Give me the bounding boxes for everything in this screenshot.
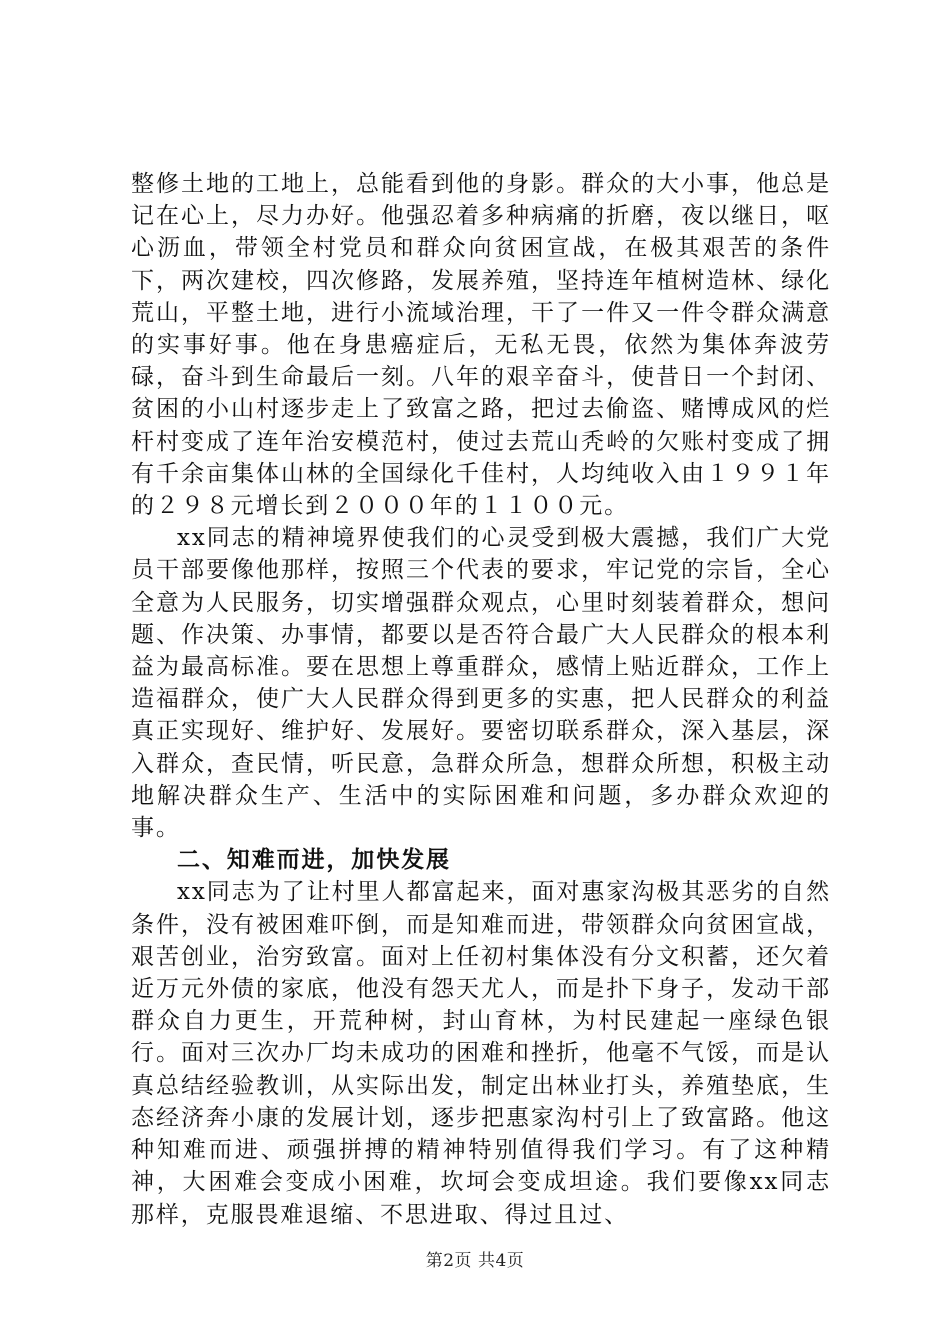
document-body bbox=[131, 168, 831, 1231]
paragraph-overcome-difficulty: xx同志为了让村里人都富起来，面对惠家沟极其恶劣的自然条件，没有被困难吓倒，而是知难而进，带领群众向贫困宣战，艰苦创业，治穷致富。面对上任初村集体没有分文积蓄，还欠着近万元外债的家底，他没有怨天尤人，而是扑下身子，发动干部群众自力更生，开荒种树，封山育林，为村民建起一座绿色银行。面对三次办厂均未成功的困难和挫折，他毫不气馁，而是认真总结经验教训，从实际出发，制定出林业打头，养殖垫底，生态经济奔小康的发展计划，逐步把惠家沟村引上了致富路。他这种知难而进、顽强拼搏的精神特别值得我们学习。有了这种精神，大困难会变成小困难，坎坷会变成坦途。我们要像xx同志那样，克服畏难退缩、不思进取、得过且过、 bbox=[131, 879, 831, 1228]
section-heading: 二、知难而进，加快发展 bbox=[177, 846, 451, 874]
paragraph-party-cadres: xx同志的精神境界使我们的心灵受到极大震撼，我们广大党员干部要像他那样，按照三个代表的要求，牢记党的宗旨，全心全意为人民服务，切实增强群众观点，心里时刻装着群众，想问题、作决策、办事情，都要以是否符合最广大人民群众的根本利益为最高标准。要在思想上尊重群众，感情上贴近群众，工作上造福群众，使广大人民群众得到更多的实惠，把人民群众的利益真正实现好、维护好、发展好。要密切联系群众，深入基层，深入群众，查民情，听民意，急群众所急，想群众所想，积极主动地解决群众生产、生活中的实际困难和问题，多办群众欢迎的事。 bbox=[131, 525, 831, 842]
paragraph-continuation: 整修土地的工地上，总能看到他的身影。群众的大小事，他总是记在心上，尽力办好。他强忍着多种病痛的折磨，夜以继日，呕心沥血，带领全村党员和群众向贫困宣战，在极其艰苦的条件下，两次建校，四次修路，发展养殖，坚持连年植树造林、绿化荒山，平整土地，进行小流域治理，干了一件又一件令群众满意的实事好事。他在身患癌症后，无私无畏，依然为集体奔波劳碌，奋斗到生命最后一刻。八年的艰辛奋斗，使昔日一个封闭、贫困的小山村逐步走上了致富之路，把过去偷盗、赌博成风的烂杆村变成了连年治安模范村，使过去荒山秃岭的欠账村变成了拥有千余亩集体山林的全国绿化千佳村，人均纯收入由１９９１年的２９８元增长到２０００年的１１００元。 bbox=[131, 171, 831, 520]
page-footer: 第2页 共4页 bbox=[425, 1251, 525, 1271]
